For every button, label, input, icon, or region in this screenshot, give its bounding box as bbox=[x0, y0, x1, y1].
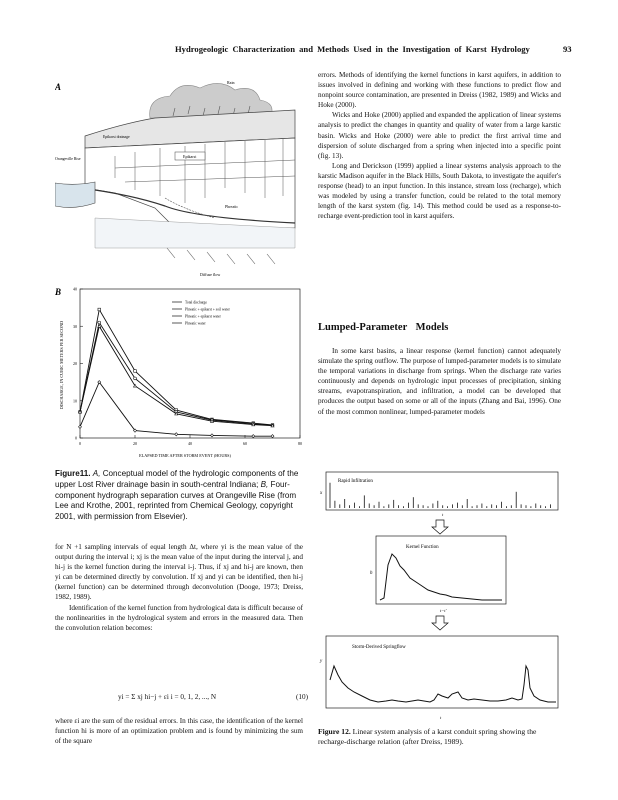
data-point bbox=[98, 321, 101, 324]
caption-part2: Four-component hydrograph separation curves at Orangeville Rise (from Lee and Krothe, 2001, reprinted from Chemical Geology, copyright 2001, with permission from Elsevier). bbox=[55, 479, 297, 522]
equation-10 bbox=[110, 693, 308, 701]
x-tick-label: 20 bbox=[133, 441, 137, 446]
panel1-t-label: t bbox=[442, 512, 444, 517]
figure12 bbox=[312, 470, 562, 727]
data-point bbox=[252, 435, 255, 438]
x-tick-label: 60 bbox=[243, 441, 247, 446]
kernel-curve bbox=[380, 554, 502, 600]
legend-item: Phreatic water bbox=[185, 321, 206, 326]
bedrock bbox=[85, 138, 295, 228]
panel1-x-label: x bbox=[320, 491, 323, 496]
figure12-caption-label: Figure 12. bbox=[318, 727, 351, 736]
left-column-text bbox=[55, 542, 303, 633]
x-tick-label: 80 bbox=[298, 441, 302, 446]
right-paragraph-2: Wicks and Hoke (2000) applied and expanded the application of linear systems analysis to predict the changes in quantity and quality of water from a large karstic basin. Wicks and Hoke (2000) were able to predict the first arrival time and dispersion of solute discharged from a spring when injected into a specific point (fig. 13). bbox=[318, 111, 561, 160]
figure11-panel-b bbox=[55, 285, 305, 470]
page-number: 93 bbox=[563, 44, 572, 54]
legend-item: Phreatic + epikarst + soil water bbox=[185, 307, 230, 312]
y-tick-label: 30 bbox=[73, 323, 77, 329]
running-title: Hydrogeologic Characterization and Methods Used in the Investigation of Karst Hydrology bbox=[175, 44, 530, 54]
section-heading: Lumped-Parameter Models bbox=[318, 322, 449, 333]
figure11-panel-a bbox=[55, 78, 305, 293]
panel3-y-label: y bbox=[320, 659, 323, 664]
x-tick-label: 40 bbox=[188, 441, 192, 446]
data-point bbox=[175, 433, 178, 436]
data-point bbox=[211, 434, 214, 437]
caption-a-marker: A, bbox=[92, 469, 101, 478]
epikarst-drainage-label: Epikarst drainage bbox=[103, 135, 130, 139]
data-point bbox=[134, 370, 137, 373]
panel2-title: Kernel Function bbox=[406, 545, 439, 550]
legend-item: Total discharge bbox=[185, 300, 207, 305]
phreatic-label: Phreatic bbox=[225, 204, 239, 209]
legend-item: Phreatic + epikarst water bbox=[185, 314, 221, 319]
y-axis-label: DISCHARGE, IN CUBIC METERS PER SECOND bbox=[59, 320, 64, 410]
panel2-h-label: h bbox=[370, 571, 373, 576]
y-tick-label: 20 bbox=[73, 361, 77, 366]
left-paragraph-3: where εi are the sum of the residual errors. In this case, the identification of the kernel function hi is more of an optimization problem and is found by minimizing the sum of the square bbox=[55, 717, 303, 746]
data-point bbox=[98, 308, 101, 311]
caption-part1: Conceptual model of the hydrologic components of the upper Lost River drainage basin in south-central Indiana; bbox=[55, 469, 299, 489]
panel1-frame bbox=[326, 472, 558, 510]
diffuse-flow-arrows bbox=[167, 248, 275, 264]
right-paragraph-3: Long and Derickson (1999) applied a linear systems analysis approach to the karstic Madison aquifer in the Black Hills, South Dakota, to investigate the aquifer's response (head) to an input function. In this instance, stream loss (recharge), which was modeled by using a transfer function, could be related to the total memory length of the karst system (fig. 14). This method could be used as a response-to-recharge event-prediction tool in karst aquifers. bbox=[318, 161, 561, 221]
left-paragraph-1: for N +1 sampling intervals of equal length Δt, where yi is the mean value of the output during the interval i; xj is the mean value of the input during the interval j, and hi-j is the kernel function during the interval i-j. Thus, if xj and hi-j are known, then yi can be determined directly by convolution. If xj and yi can be identified, then hi-j (kernel function) can be determined through deconvolution (Dooge, 1973; Dreiss, 1982, 1989). bbox=[55, 543, 303, 602]
panel3-title: Storm-Derived Springflow bbox=[352, 645, 406, 650]
figure11-caption bbox=[55, 469, 305, 523]
data-point bbox=[98, 325, 101, 328]
right-paragraph-1: errors. Methods of identifying the kernel functions in karst aquifers, in addition to issues involved in defining and working with these functions to predict flow and nonpoint source contamination, are presented in Dreiss (1982, 1989) and Wicks and Hoke (2000). bbox=[318, 71, 561, 110]
arrow-down-icon bbox=[432, 616, 448, 630]
panel-b-label: B bbox=[55, 287, 62, 297]
panel2-tt-label: t−t′ bbox=[440, 608, 447, 613]
equation-text: yi = Σ xj hi−j + εi i = 0, 1, 2, ..., N bbox=[118, 693, 217, 701]
series-line bbox=[80, 309, 273, 424]
panel3-t-label: t bbox=[440, 715, 442, 720]
panel-a-label: A bbox=[55, 82, 62, 92]
springflow-curve bbox=[330, 666, 556, 702]
y-tick-label: 10 bbox=[73, 398, 77, 404]
left-column-text-2 bbox=[55, 716, 303, 746]
x-axis-label: ELAPSED TIME AFTER STORM EVENT (HOURS) bbox=[139, 453, 231, 458]
caption-b-marker: B, bbox=[260, 479, 269, 489]
orangeville-rise-label: Orangeville Rise bbox=[55, 157, 81, 161]
rain-label: Rain bbox=[227, 80, 235, 85]
figure12-caption-text: Linear system analysis of a karst conduit spring showing the recharge-discharge relation (after Dreiss, 1989). bbox=[318, 727, 537, 747]
figure11-caption-label: Figure11. bbox=[55, 469, 91, 478]
arrow-down-icon bbox=[432, 520, 448, 534]
figure12-caption bbox=[318, 727, 563, 748]
right-paragraph-4: In some karst basins, a linear response (kernel function) cannot adequately simulate the spring outflow. The purpose of lumped-parameter models is to simulate the temporal variations in discharge from springs. When the discharge rate varies continuously and depends on hydrologic input processes of precipitation, sinking streams, evapotranspiration, and infiltration, a model can be developed that produces the output based on some or all of the inputs (Zhang and Bai, 1996). One of the most common nonlinear, lumped-parameter models bbox=[318, 347, 561, 416]
x-tick-label: 0 bbox=[79, 441, 81, 446]
epikarst-label: Epikarst bbox=[183, 154, 197, 159]
panel1-title: Rapid Infiltration bbox=[338, 479, 373, 484]
left-paragraph-2: Identification of the kernel function from hydrological data is difficult because of the nonlinearities in the hydrological system and errors in the measured data. Then the convolution relation becomes: bbox=[55, 603, 303, 632]
right-column-text-2 bbox=[318, 346, 561, 417]
infiltration-bars bbox=[330, 483, 551, 508]
right-column-text bbox=[318, 70, 561, 221]
y-tick-label: 0 bbox=[75, 435, 77, 441]
spring-pool bbox=[55, 182, 95, 207]
data-point bbox=[271, 435, 274, 438]
equation-number: (10) bbox=[296, 693, 308, 701]
diffuse-flow-label: Diffuse flow bbox=[200, 272, 221, 277]
y-tick-label: 40 bbox=[73, 286, 77, 292]
data-point bbox=[79, 425, 82, 428]
data-point bbox=[134, 377, 137, 380]
